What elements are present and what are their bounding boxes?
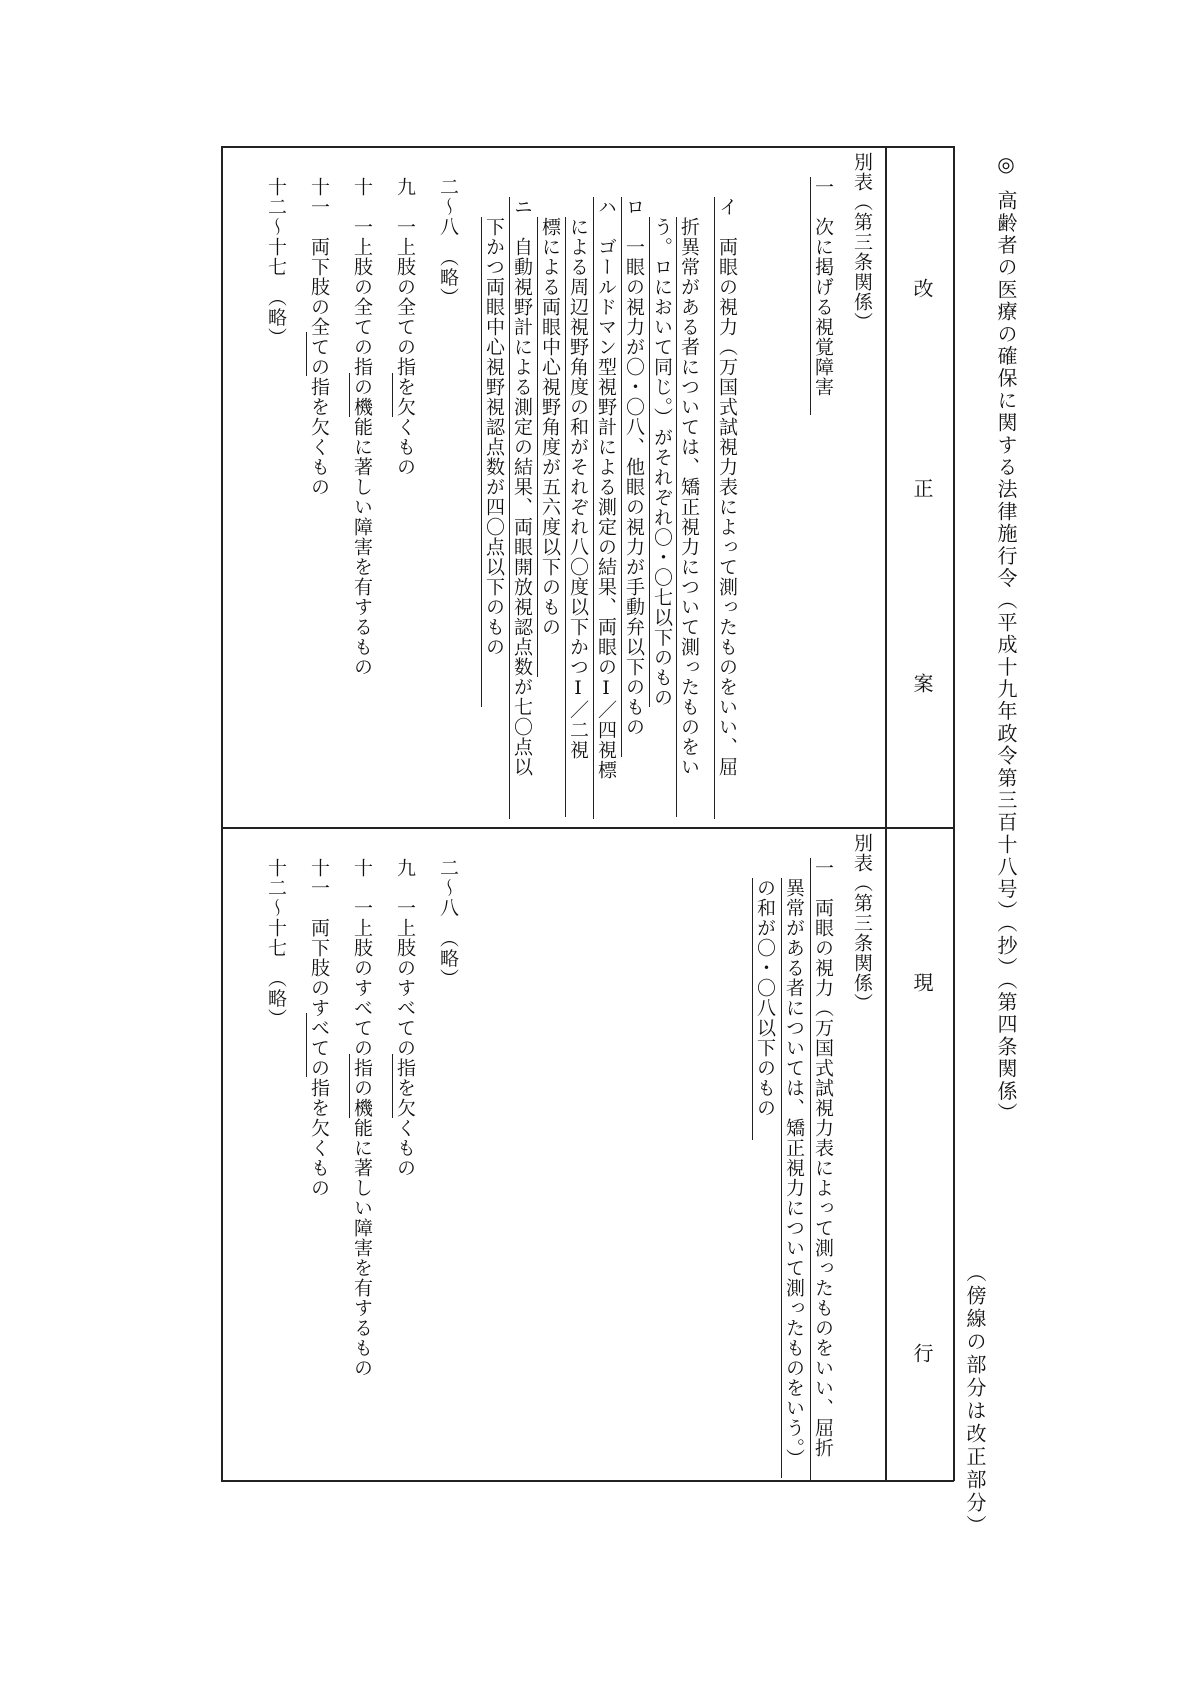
sideline-kaisei-9: [392, 373, 393, 417]
underline-note: （傍線の部分は改正部分）: [963, 1262, 987, 1538]
sideline-genko-item1-line1: [810, 858, 811, 1480]
sideline-kaisei-10: [349, 373, 350, 417]
kaisei-item-ha-line1: ハ ゴールドマン型視野計による測定の結果、両眼のⅠ／四視標: [595, 197, 617, 780]
kaisei-item-i-line1: イ 両眼の視力（万国式試視力表によって測ったものをいい、屈: [716, 197, 738, 777]
sideline-kaisei-ha3: [537, 217, 538, 677]
sideline-kaisei-i3: [649, 217, 650, 707]
kaisei-item-ha-line3: 標による両眼中心視野角度が五六度以下のもの: [539, 217, 561, 637]
document-title: 高齢者の医療の確保に関する法律施行令（平成十九年政令第三百十八号）（抄）（第四条関係）: [994, 190, 1018, 1125]
table-border-bottom: [221, 1480, 954, 1482]
genko-item-10: 十 一上肢のすべての指の機能に著しい障害を有するもの: [351, 858, 373, 1378]
kaisei-item-10: 十 一上肢の全ての指の機能に著しい障害を有するもの: [351, 177, 373, 677]
kaisei-item-12-17: 十二～十七 （略）: [265, 177, 287, 348]
sideline-genko-item1-line3: [752, 878, 753, 1140]
header-genko-1: 現: [910, 972, 934, 993]
header-kaisei-2: 正: [910, 478, 934, 499]
kaisei-item-i-line3-shown: う。ロにおいて同じ。）がそれぞれ〇・〇七以下のもの: [651, 217, 673, 708]
genko-item-1-line2: 異常がある者については、矯正視力について測ったものをいう。）: [783, 878, 805, 1469]
sideline-kaisei-11: [306, 332, 307, 376]
title-mark: ◎: [994, 152, 1018, 179]
genko-item-12-17: 十二～十七 （略）: [265, 858, 287, 1029]
sideline-kaisei-i2: [676, 217, 677, 817]
sideline-kaisei-ro: [621, 197, 622, 757]
header-kaisei-3: 案: [910, 673, 934, 694]
kaisei-item-1: 一 次に掲げる視覚障害: [812, 177, 834, 397]
column-divider: [221, 827, 954, 829]
sideline-genko-9: [392, 1054, 393, 1118]
kaisei-item-i-line2: 折異常がある者については、矯正視力について測ったものをい: [678, 217, 700, 777]
sideline-genko-item1-line2: [781, 878, 782, 1478]
table-border-right: [953, 146, 955, 1481]
kaisei-item-ni-line1: ニ 自動視野計による測定の結果、両眼開放視認点数が七〇点以: [511, 197, 533, 777]
sideline-kaisei-ha2: [565, 217, 566, 817]
sideline-kaisei-i1: [714, 197, 715, 819]
genko-item-1-line1: 一 両眼の視力（万国式試視力表によって測ったものをいい、屈折: [812, 858, 834, 1458]
genko-item-1-line3: の和が〇・〇八以下のもの: [754, 878, 776, 1118]
sideline-genko-10: [349, 1054, 350, 1118]
header-kaisei-1: 改: [910, 278, 934, 299]
table-border-top: [221, 146, 954, 148]
kaisei-item-9: 九 一上肢の全ての指を欠くもの: [394, 177, 416, 477]
genko-item-11: 十一 両下肢のすべての指を欠くもの: [308, 858, 330, 1198]
genko-item-9: 九 一上肢のすべての指を欠くもの: [394, 858, 416, 1178]
sideline-kaisei-ni2: [481, 217, 482, 707]
sideline-kaisei-ha1: [593, 197, 594, 819]
kaisei-item-ni-line2: 下かつ両眼中心視野視認点数が四〇点以下のもの: [483, 217, 505, 657]
header-genko-2: 行: [910, 1343, 934, 1364]
genko-item-2-8: 二～八 （略）: [437, 858, 459, 989]
kaisei-item-11: 十一 両下肢の全ての指を欠くもの: [308, 177, 330, 497]
genko-heading: 別表（第三条関係）: [851, 833, 873, 1013]
sideline-kaisei-item1: [810, 177, 811, 415]
kaisei-heading: 別表（第三条関係）: [851, 152, 873, 332]
sideline-genko-11: [306, 1013, 307, 1077]
kaisei-item-ha-line2: による周辺視野角度の和がそれぞれ八〇度以下かつⅠ／二視: [567, 217, 589, 760]
kaisei-item-2-8: 二～八 （略）: [437, 177, 459, 308]
header-divider: [885, 146, 887, 1481]
kaisei-item-ro-shown: ロ 一眼の視力が〇・〇八、他眼の視力が手動弁以下のもの: [623, 197, 645, 737]
sideline-kaisei-ni1: [509, 197, 510, 819]
table-border-left: [221, 146, 223, 1481]
